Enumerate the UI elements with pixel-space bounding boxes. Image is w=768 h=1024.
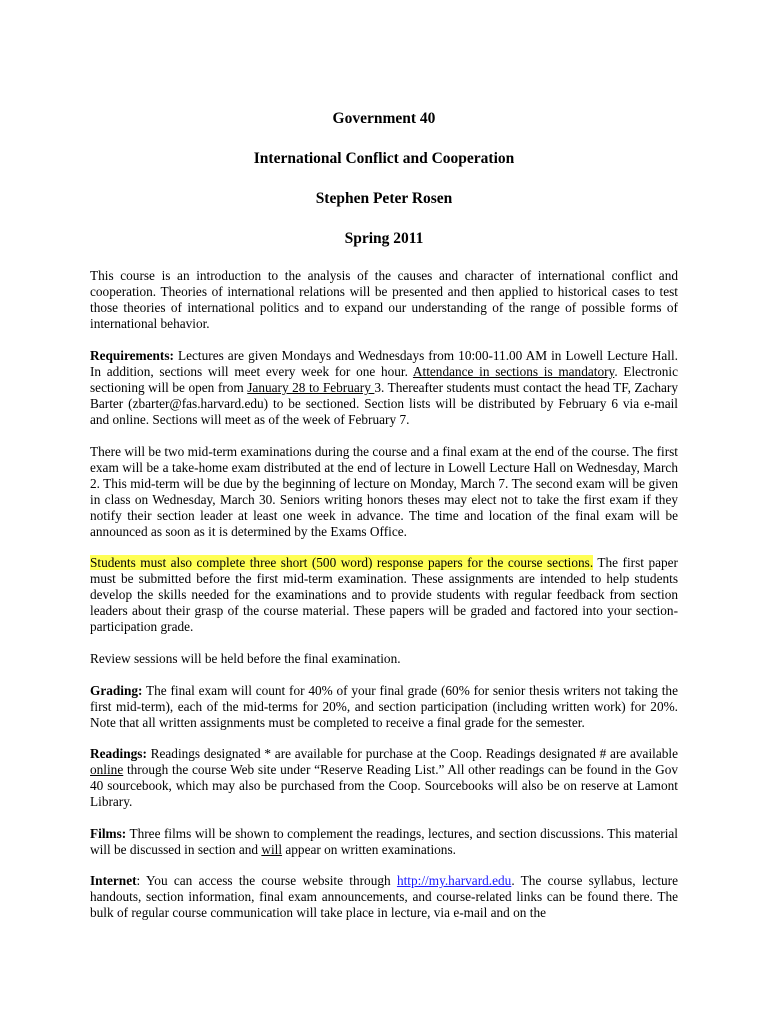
review-paragraph: Review sessions will be held before the final examination. bbox=[90, 651, 401, 666]
requirements-text-3: 3. Thereafter students must contact the head TF, Zachary Barter (zbarter@fas.harvard.edu) to be sectioned. Section lists will be distributed by February 6 via e-mail and online. Sections will meet as of the week of February 7. bbox=[90, 379, 678, 427]
readings-text-1: Readings designated * are available for purchase at the Coop. Readings designated # are available bbox=[146, 746, 678, 761]
grading-label: Grading: bbox=[90, 683, 143, 698]
papers-highlight: Students must also complete three short (500 word) response papers for the course sections. bbox=[90, 555, 594, 570]
harvard-link[interactable]: http://my.harvard.edu bbox=[396, 873, 512, 888]
films-text-1: Three films will be shown to complement the readings, lectures, and section discussions. This material will be discussed in section and bbox=[90, 826, 678, 857]
online-word: online bbox=[90, 761, 124, 777]
papers-text: The first paper must be submitted before the first mid-term examination. These assignments are intended to help students develop the skills needed for the examinations and to provide students with regular feedback from section leaders about their grasp of the course material. These papers will be graded and factored into your section-participation grade. bbox=[90, 555, 678, 634]
films-label: Films: bbox=[90, 826, 127, 841]
films-text-2: appear on written examinations. bbox=[282, 841, 456, 857]
readings-label: Readings: bbox=[90, 746, 147, 761]
internet-paragraph bbox=[90, 873, 678, 921]
instructor-name: Stephen Peter Rosen bbox=[315, 190, 453, 207]
internet-text-2: . The course syllabus, lecture handouts, section information, final exam announcements, and course-related links can be found there. The bulk of regular course communication will take place in lecture, via e-mail and on the bbox=[90, 873, 679, 920]
exams-paragraph: There will be two mid-term examinations during the course and a final exam at the end of the course. The first exam will be a take-home exam distributed at the end of lecture in Lowell Lecture Hall on Wednesday, March 2. This mid-term will be due by the beginning of lecture on Monday, March 7. The second exam will be given in class on Wednesday, March 30. Seniors writing honors theses may elect not to take the first exam if they notify their section leader at least one week in advance. The time and location of the final exam will be announced as soon as it is determined by the Exams Office. bbox=[90, 444, 678, 539]
requirements-text-2: . Electronic sectioning will be open from bbox=[90, 363, 678, 395]
readings-text-2: through the course Web site under “Reserve Reading List.” All other readings can be found in the Gov 40 sourcebook, which may also be purchased from the Coop. Sourcebooks will also be on reserve at Lamont Library. bbox=[90, 761, 678, 809]
grading-text: The final exam will count for 40% of your final grade (60% for senior thesis writers not taking the first mid-term), each of the mid-terms for 20%, and section participation (including written work) for 20%. Note that all written assignments must be completed to receive a final grade for the semester. bbox=[90, 683, 678, 730]
mandatory-attendance: Attendance in sections is mandatory bbox=[412, 363, 615, 379]
intro-paragraph: This course is an introduction to the analysis of the causes and character of international conflict and cooperation. Theories of international relations will be presented and then applied to historical cases to test those theories of international politics and to expand our understanding of the range of possible forms of international behavior. bbox=[90, 268, 678, 331]
requirements-paragraph bbox=[90, 348, 678, 428]
term: Spring 2011 bbox=[344, 230, 424, 247]
sectioning-dates: January 28 to February bbox=[247, 379, 375, 395]
internet-label: Internet bbox=[90, 873, 137, 888]
readings-paragraph bbox=[90, 746, 678, 810]
films-paragraph bbox=[90, 826, 678, 858]
internet-text-1: : You can access the course website through bbox=[136, 873, 397, 888]
papers-paragraph bbox=[90, 555, 678, 635]
will-word: will bbox=[261, 841, 283, 857]
grading-paragraph bbox=[90, 683, 678, 731]
course-title: International Conflict and Cooperation bbox=[253, 150, 515, 167]
requirements-text-1: Lectures are given Mondays and Wednesdays from 10:00-11.00 AM in Lowell Lecture Hall. In addition, sections will meet every week for one hour. bbox=[90, 348, 678, 379]
course-number: Government 40 bbox=[332, 110, 436, 127]
requirements-label: Requirements: bbox=[90, 348, 174, 363]
